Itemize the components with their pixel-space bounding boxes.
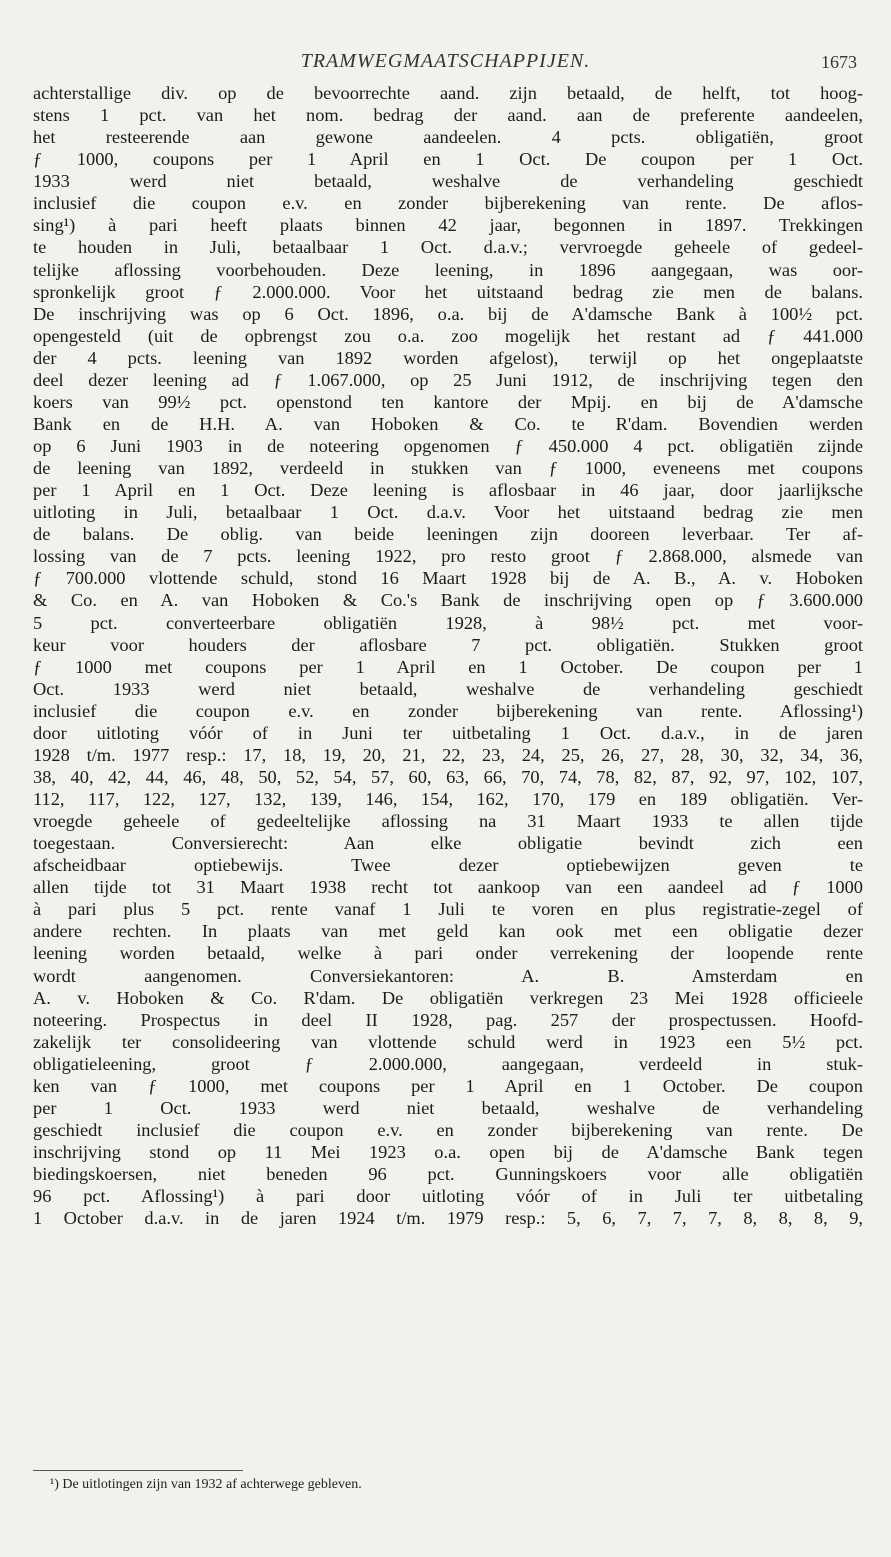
text-line: deel dezer leening ad ƒ 1.067.000, op 25 Juni 1912, de inschrijving tegen den: [33, 369, 863, 390]
text-line: de leening van 1892, verdeeld in stukken van ƒ 1000, eveneens met coupons: [33, 458, 863, 479]
text-line: allen tijde tot 31 Maart 1938 recht tot aankoop van een aandeel ad ƒ 1000: [33, 877, 863, 898]
text-line: achterstallige div. op de bevoorrechte aand. zijn betaald, de helft, tot hoog-: [33, 83, 863, 103]
text-line: & Co. en A. van Hoboken & Co.'s Bank de inschrijving open op ƒ 3.600.000: [33, 590, 863, 611]
text-line: toegestaan. Conversierecht: Aan elke obligatie bevindt zich een: [33, 833, 863, 854]
text-line: vroegde geheele of gedeeltelijke aflossing na 31 Maart 1933 te allen tijde: [33, 811, 863, 832]
text-line: spronkelijk groot ƒ 2.000.000. Voor het uitstaand bedrag zie men de balans.: [33, 281, 863, 302]
footnote: ¹) De uitlotingen zijn van 1932 af achterwege gebleven.: [50, 1477, 362, 1492]
text-line: noteering. Prospectus in deel II 1928, pag. 257 der prospectussen. Hoofd-: [33, 1009, 863, 1030]
text-line: Bank en de H.H. A. van Hoboken & Co. te R'dam. Bovendien werden: [33, 413, 863, 434]
text-line: afscheidbaar optiebewijs. Twee dezer optiebewijzen geven te: [33, 855, 863, 876]
text-line: zakelijk ter consolideering van vlottende schuld werd in 1923 een 5½ pct.: [33, 1031, 863, 1052]
text-line: obligatieleening, groot ƒ 2.000.000, aangegaan, verdeeld in stuk-: [33, 1053, 863, 1074]
text-line: 96 pct. Aflossing¹) à pari door uitloting vóór of in Juli ter uitbetaling: [33, 1186, 863, 1207]
text-line: wordt aangenomen. Conversiekantoren: A. B. Amsterdam en: [33, 965, 863, 986]
text-line: koers van 99½ pct. openstond ten kantore der Mpij. en bij de A'damsche: [33, 391, 863, 412]
text-line: andere rechten. In plaats van met geld kan ook met een obligatie dezer: [33, 921, 863, 942]
text-line: inschrijving stond op 11 Mei 1923 o.a. open bij de A'damsche Bank tegen: [33, 1142, 863, 1162]
text-line: uitloting in Juli, betaalbaar 1 Oct. d.a.v. Voor het uitstaand bedrag zie men: [33, 502, 863, 523]
text-line: stens 1 pct. van het nom. bedrag der aand. aan de preferente aandeelen,: [33, 105, 863, 126]
text-line: leening worden betaald, welke à pari onder verrekening der loopende rente: [33, 943, 863, 964]
text-line: lossing van de 7 pcts. leening 1922, pro resto groot ƒ 2.868.000, alsmede van: [33, 546, 863, 567]
text-line: 5 pct. converteerbare obligatiën 1928, à 98½ pct. met voor-: [33, 612, 863, 633]
text-line: ken van ƒ 1000, met coupons per 1 April en 1 October. De coupon: [33, 1075, 863, 1096]
text-line: door uitloting vóór of in Juni ter uitbetaling 1 Oct. d.a.v., in de jaren: [33, 722, 863, 743]
text-line: het resteerende aan gewone aandeelen. 4 pcts. obligatiën, groot: [33, 127, 863, 148]
text-line: A. v. Hoboken & Co. R'dam. De obligatiën verkregen 23 Mei 1928 officieele: [33, 987, 863, 1008]
footnote-divider: [33, 1470, 243, 1471]
text-line: 112, 117, 122, 127, 132, 139, 146, 154, 162, 170, 179 en 189 obligatiën. Ver-: [33, 789, 863, 809]
text-line: ƒ 700.000 vlottende schuld, stond 16 Maart 1928 bij de A. B., A. v. Hoboken: [33, 568, 863, 589]
text-line: geschiedt inclusief die coupon e.v. en zonder bijberekening van rente. De: [33, 1119, 863, 1140]
text-line: à pari plus 5 pct. rente vanaf 1 Juli te voren en plus registratie-zegel of: [33, 899, 863, 920]
text-line: 1 October d.a.v. in de jaren 1924 t/m. 1979 resp.: 5, 6, 7, 7, 7, 8, 8, 8, 9,: [33, 1208, 863, 1229]
header-title: TRAMWEGMAATSCHAPPIJEN.: [300, 50, 591, 72]
running-header: [0, 50, 891, 80]
page-number: 1673: [821, 52, 857, 72]
text-line: ƒ 1000 met coupons per 1 April en 1 October. De coupon per 1: [33, 656, 863, 677]
text-line: 38, 40, 42, 44, 46, 48, 50, 52, 54, 57, 60, 63, 66, 70, 74, 78, 82, 87, 92, 97, 102, 107,: [33, 766, 863, 787]
text-line: inclusief die coupon e.v. en zonder bijberekening van rente. Aflossing¹): [33, 700, 863, 721]
text-line: opengesteld (uit de opbrengst zou o.a. zoo mogelijk het restant ad ƒ 441.000: [33, 325, 863, 346]
text-line: 1928 t/m. 1977 resp.: 17, 18, 19, 20, 21, 22, 23, 24, 25, 26, 27, 28, 30, 32, 34, 36,: [33, 744, 863, 765]
text-line: telijke aflossing voorbehouden. Deze leening, in 1896 aangegaan, was oor-: [33, 259, 863, 280]
text-line: per 1 Oct. 1933 werd niet betaald, weshalve de verhandeling: [33, 1097, 863, 1118]
body-text: [33, 82, 863, 1229]
text-line: De inschrijving was op 6 Oct. 1896, o.a. bij de A'damsche Bank à 100½ pct.: [33, 303, 863, 324]
text-line: te houden in Juli, betaalbaar 1 Oct. d.a.v.; vervroegde geheele of gedeel-: [33, 237, 863, 258]
text-line: biedingskoersen, niet beneden 96 pct. Gunningskoers voor alle obligatiën: [33, 1164, 863, 1185]
text-line: de balans. De oblig. van beide leeningen zijn dooreen leverbaar. Ter af-: [33, 524, 863, 545]
text-line: inclusief die coupon e.v. en zonder bijberekening van rente. De aflos-: [33, 193, 863, 214]
text-line: 1933 werd niet betaald, weshalve de verhandeling geschiedt: [33, 171, 863, 192]
text-line: der 4 pcts. leening van 1892 worden afgelost), terwijl op het ongeplaatste: [33, 347, 863, 368]
text-line: sing¹) à pari heeft plaats binnen 42 jaar, begonnen in 1897. Trekkingen: [33, 215, 863, 236]
text-line: ƒ 1000, coupons per 1 April en 1 Oct. De coupon per 1 Oct.: [33, 149, 863, 170]
text-line: Oct. 1933 werd niet betaald, weshalve de verhandeling geschiedt: [33, 678, 863, 699]
text-line: keur voor houders der aflosbare 7 pct. obligatiën. Stukken groot: [33, 634, 863, 655]
text-line: op 6 Juni 1903 in de noteering opgenomen ƒ 450.000 4 pct. obligatiën zijnde: [33, 436, 863, 456]
text-line: per 1 April en 1 Oct. Deze leening is aflosbaar in 46 jaar, door jaarlijksche: [33, 480, 863, 501]
